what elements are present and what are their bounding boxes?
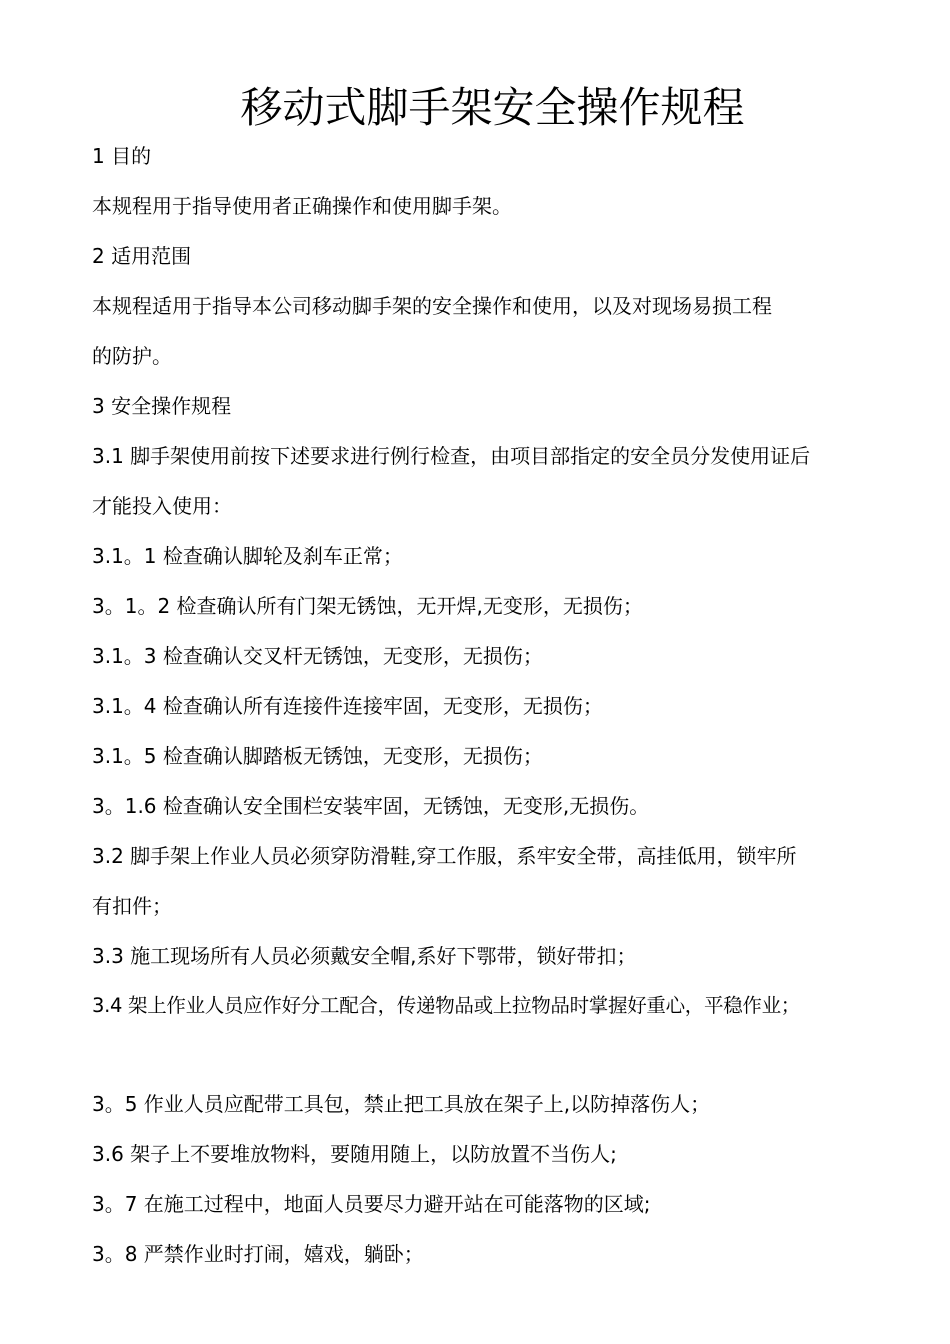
clause-3-1-5: 3.1。5 检查确认脚踏板无锈蚀，无变形，无损伤； [92, 744, 543, 768]
clause-3-3: 3.3 施工现场所有人员必须戴安全帽,系好下鄂带，锁好带扣； [92, 944, 637, 968]
clause-3-1-line-1: 3.1 脚手架使用前按下述要求进行例行检查，由项目部指定的安全员分发使用证后 [92, 444, 811, 468]
section-1-body: 本规程用于指导使用者正确操作和使用脚手架。 [92, 194, 512, 218]
clause-3-1-1: 3.1。1 检查确认脚轮及刹车正常； [92, 544, 403, 568]
clause-3-1-2: 3。1。2 检查确认所有门架无锈蚀，无开焊,无变形，无损伤； [92, 594, 643, 618]
clause-3-8: 3。8 严禁作业时打闹，嬉戏，躺卧； [92, 1242, 424, 1266]
clause-3-2-line-1: 3.2 脚手架上作业人员必须穿防滑鞋,穿工作服，系牢安全带，高挂低用，锁牢所 [92, 844, 797, 868]
clause-3-1-4: 3.1。4 检查确认所有连接件连接牢固，无变形，无损伤； [92, 694, 603, 718]
document-title: 移动式脚手架安全操作规程 [240, 83, 745, 132]
clause-3-1-line-2: 才能投入使用： [92, 494, 232, 518]
section-3-heading: 3 安全操作规程 [92, 394, 232, 418]
clause-3-1-6: 3。1.6 检查确认安全围栏安装牢固，无锈蚀，无变形,无损伤。 [92, 794, 650, 818]
section-1-heading: 1 目的 [92, 144, 152, 168]
section-2-body-line-1: 本规程适用于指导本公司移动脚手架的安全操作和使用，以及对现场易损工程 [92, 294, 772, 318]
section-2-heading: 2 适用范围 [92, 244, 192, 268]
clause-3-5: 3。5 作业人员应配带工具包，禁止把工具放在架子上,以防掉落伤人； [92, 1092, 711, 1116]
clause-3-2-line-2: 有扣件； [92, 894, 172, 918]
clause-3-6: 3.6 架子上不要堆放物料，要随用随上，以防放置不当伤人; [92, 1142, 617, 1166]
clause-3-1-3: 3.1。3 检查确认交叉杆无锈蚀，无变形，无损伤； [92, 644, 543, 668]
clause-3-4: 3.4 架上作业人员应作好分工配合，传递物品或上拉物品时掌握好重心，平稳作业； [92, 994, 801, 1017]
section-2-body-line-2: 的防护。 [92, 344, 172, 368]
clause-3-7: 3。7 在施工过程中，地面人员要尽力避开站在可能落物的区域; [92, 1192, 651, 1216]
